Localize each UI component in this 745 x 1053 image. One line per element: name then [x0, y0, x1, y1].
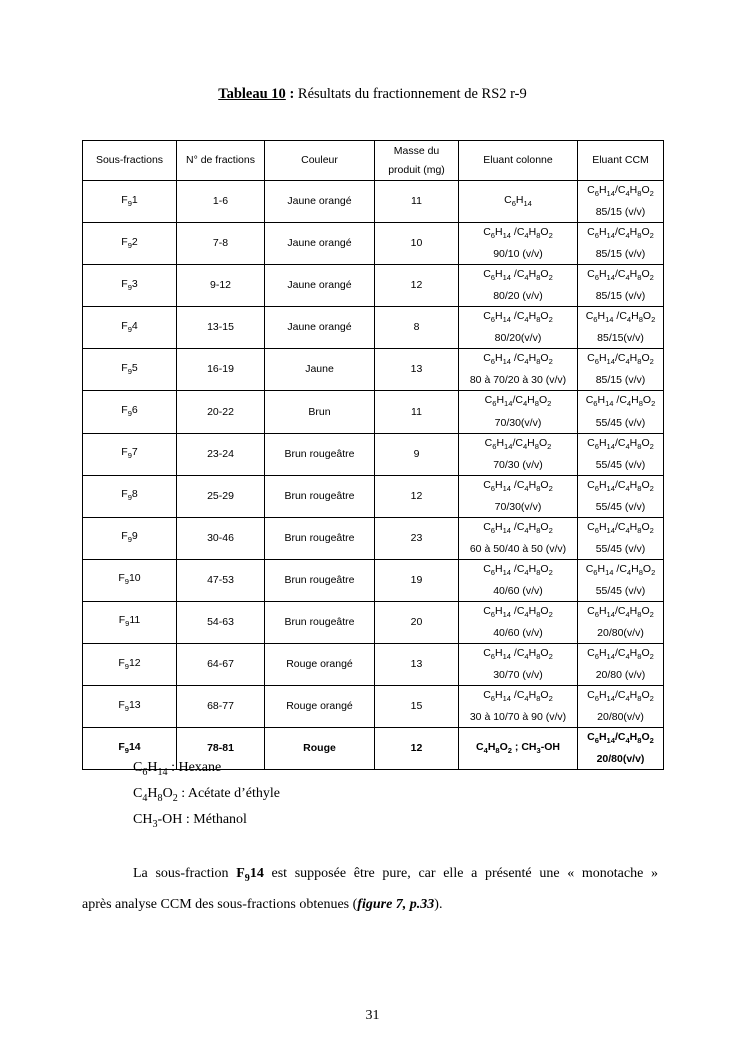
legend-text: : Acétate d’éthyle — [177, 786, 280, 801]
column-eluent-cell — [459, 517, 578, 559]
subfraction-cell: $F_910$ — [83, 559, 177, 601]
tlc-eluent-cell — [578, 181, 664, 223]
subfraction-cell: $F_911$ — [83, 601, 177, 643]
subfraction-cell: $F_97$ — [83, 433, 177, 475]
color-cell: Rouge — [265, 728, 375, 770]
eluent-line: $C_6H_{14}$ $/C_4H_8O_2$ — [483, 520, 553, 535]
conclusion-paragraph — [82, 861, 658, 918]
fraction-number-cell: 7-8 — [177, 223, 265, 265]
eluent-line: 30 à 10/70 à 90 (v/v) — [469, 711, 567, 724]
color-cell: Jaune orangé — [265, 223, 375, 265]
table-row — [83, 644, 664, 686]
tlc-eluent-cell — [578, 433, 664, 475]
column-header: Sous-fractions — [83, 141, 177, 181]
results-table — [82, 140, 664, 770]
eluent-line: 85/15 (v/v) — [595, 374, 646, 387]
subfraction-cell: $F_91$ — [83, 181, 177, 223]
eluent-line: $C_6H_{14}$ $/C_4H_8O_2$ — [483, 268, 553, 283]
eluent-line: $C_6H_{14}$ $/C_4H_8O_2$ — [585, 394, 656, 409]
color-cell: Jaune orangé — [265, 307, 375, 349]
column-eluent-cell — [459, 265, 578, 307]
subfraction-cell: $F_95$ — [83, 349, 177, 391]
column-eluent-cell — [459, 601, 578, 643]
table-row — [83, 307, 664, 349]
caption-text: Résultats du fractionnement de RS2 r-9 — [294, 86, 527, 102]
eluent-line: 70/30(v/v) — [494, 500, 542, 513]
eluent-line: 70/30 (v/v) — [493, 458, 543, 471]
subfraction-cell: $F_94$ — [83, 307, 177, 349]
eluent-line: $C_6H_{14}/C_4H_8O_2$ — [587, 520, 654, 535]
mass-cell: 12 — [375, 728, 459, 770]
tlc-eluent-cell — [578, 391, 664, 433]
eluent-line: 20/80(v/v) — [596, 753, 645, 766]
tlc-eluent-cell — [578, 517, 664, 559]
eluent-line: $C_6H_{14}/C_4H_8O_2$ — [587, 604, 654, 620]
subfraction-cell: $F_99$ — [83, 517, 177, 559]
tlc-eluent-cell — [578, 601, 664, 643]
color-cell: Rouge orangé — [265, 644, 375, 686]
eluent-line: 40/60 (v/v) — [493, 584, 543, 597]
eluent-line: 90/10 (v/v) — [493, 248, 543, 261]
subfraction-cell: $F_913$ — [83, 686, 177, 728]
legend-item — [133, 812, 247, 830]
fraction-number-cell: 16-19 — [177, 349, 265, 391]
color-cell: Jaune — [265, 349, 375, 391]
eluent-line: $C_6H_{14}$ — [504, 193, 532, 208]
caption-label: Tableau 10 — [218, 86, 286, 102]
table-row — [83, 223, 664, 265]
fraction-number-cell: 54-63 — [177, 601, 265, 643]
paragraph-text-3: après analyse CCM des sous-fractions obtenues ( — [82, 896, 358, 912]
table-row — [83, 391, 664, 433]
column-eluent-cell — [459, 349, 578, 391]
legend-formula: $C_6H_{14}$ — [133, 760, 168, 778]
table-row — [83, 559, 664, 601]
eluent-line: 20/80(v/v) — [597, 711, 644, 724]
eluent-line: 20/80 (v/v) — [595, 669, 646, 682]
table-row — [83, 181, 664, 223]
eluent-line: 55/45 (v/v) — [595, 584, 646, 597]
color-cell: Brun — [265, 391, 375, 433]
eluent-line: $C_6H_{14}$ $/C_4H_8O_2$ — [483, 689, 553, 704]
eluent-line: $C_4H_8O_2$ ; $CH_3-OH$ — [476, 740, 560, 755]
subfraction-name: $F_914$ — [236, 866, 264, 884]
eluent-line: 60 à 50/40 à 50 (v/v) — [469, 542, 567, 555]
fraction-number-cell: 78-81 — [177, 728, 265, 770]
eluent-line: $C_6H_{14}/C_4H_8O_2$ — [587, 436, 654, 451]
table-body — [83, 181, 664, 770]
eluent-line: 80/20(v/v) — [494, 332, 542, 345]
fraction-number-cell: 20-22 — [177, 391, 265, 433]
mass-cell: 8 — [375, 307, 459, 349]
column-eluent-cell — [459, 475, 578, 517]
mass-cell: 19 — [375, 559, 459, 601]
table-row — [83, 475, 664, 517]
eluent-line: 20/80(v/v) — [597, 627, 644, 640]
eluent-line: $C_6H_{14}/C_4H_8O_2$ — [587, 731, 654, 746]
eluent-line: $C_6H_{14}/C_4H_8O_2$ — [587, 352, 654, 367]
subfraction-cell: $F_912$ — [83, 644, 177, 686]
table-row — [83, 433, 664, 475]
mass-cell: 11 — [375, 181, 459, 223]
color-cell: Brun rougeâtre — [265, 433, 375, 475]
fraction-number-cell: 68-77 — [177, 686, 265, 728]
eluent-line: 55/45 (v/v) — [595, 500, 646, 513]
tlc-eluent-cell — [578, 559, 664, 601]
tlc-eluent-cell — [578, 475, 664, 517]
legend-text: : Hexane — [167, 760, 222, 775]
fraction-number-cell: 23-24 — [177, 433, 265, 475]
eluent-line: 55/45 (v/v) — [595, 458, 646, 471]
subfraction-cell: $F_92$ — [83, 223, 177, 265]
column-eluent-cell — [459, 223, 578, 265]
eluent-line: $C_6H_{14}/C_4H_8O_2$ — [587, 226, 654, 241]
mass-cell: 13 — [375, 644, 459, 686]
mass-cell: 10 — [375, 223, 459, 265]
table-row — [83, 601, 664, 643]
color-cell: Brun rougeâtre — [265, 559, 375, 601]
tlc-eluent-cell — [578, 686, 664, 728]
subfraction-cell: $F_914$ — [83, 728, 177, 770]
legend-formula: $CH_3-OH$ — [133, 812, 183, 830]
color-cell: Rouge orangé — [265, 686, 375, 728]
paragraph-text-4: ). — [434, 896, 443, 912]
mass-cell: 13 — [375, 349, 459, 391]
color-cell: Brun rougeâtre — [265, 517, 375, 559]
header-line: produit (mg) — [388, 163, 445, 176]
fraction-number-cell: 25-29 — [177, 475, 265, 517]
tlc-eluent-cell — [578, 223, 664, 265]
page-number: 31 — [365, 1008, 380, 1023]
column-header: Couleur — [265, 141, 375, 181]
eluent-line: 80 à 70/20 à 30 (v/v) — [469, 374, 567, 387]
eluent-line: $C_6H_{14}$ $/C_4H_8O_2$ — [483, 226, 553, 241]
tlc-eluent-cell — [578, 307, 664, 349]
mass-cell: 12 — [375, 475, 459, 517]
eluent-line: $C_6H_{14}$ $/C_4H_8O_2$ — [585, 562, 656, 577]
mass-cell: 20 — [375, 601, 459, 643]
column-eluent-cell — [459, 181, 578, 223]
color-cell: Brun rougeâtre — [265, 475, 375, 517]
color-cell: Brun rougeâtre — [265, 601, 375, 643]
column-eluent-cell — [459, 686, 578, 728]
eluent-line: 85/15 (v/v) — [595, 290, 646, 303]
table-caption — [0, 86, 745, 103]
eluent-line: $C_6H_{14}$ $/C_4H_8O_2$ — [483, 647, 553, 662]
figure-reference: figure 7, p.33 — [357, 896, 435, 912]
eluent-line: 55/45 (v/v) — [595, 542, 646, 555]
paragraph-line-1 — [88, 861, 658, 892]
eluent-line: $C_6H_{14}/C_4H_8O_2$ — [587, 689, 654, 704]
eluent-line: $C_6H_{14}$ $/C_4H_8O_2$ — [483, 478, 553, 493]
eluent-line: 85/15 (v/v) — [595, 206, 646, 219]
column-header: N° de fractions — [177, 141, 265, 181]
fraction-number-cell: 1-6 — [177, 181, 265, 223]
fraction-number-cell: 13-15 — [177, 307, 265, 349]
paragraph-text-1: La sous-fraction — [133, 866, 237, 881]
eluent-line: $C_6H_{14}$ $/C_4H_8O_2$ — [483, 604, 553, 620]
mass-cell: 12 — [375, 265, 459, 307]
fraction-number-cell: 30-46 — [177, 517, 265, 559]
fraction-number-cell: 64-67 — [177, 644, 265, 686]
column-eluent-cell — [459, 644, 578, 686]
eluent-line: 55/45 (v/v) — [595, 416, 646, 429]
tlc-eluent-cell — [578, 265, 664, 307]
tlc-eluent-cell — [578, 728, 664, 770]
legend-item — [133, 760, 221, 778]
column-header: Eluant CCM — [578, 141, 664, 181]
eluent-line: 40/60 (v/v) — [493, 627, 543, 640]
color-cell: Jaune orangé — [265, 181, 375, 223]
fraction-number-cell: 9-12 — [177, 265, 265, 307]
eluent-line: $C_6H_{14}$ $/C_4H_8O_2$ — [483, 562, 553, 577]
tlc-eluent-cell — [578, 644, 664, 686]
eluent-line: 80/20 (v/v) — [493, 290, 543, 303]
eluent-line: $C_6H_{14}$ $/C_4H_8O_2$ — [483, 352, 553, 367]
mass-cell: 23 — [375, 517, 459, 559]
column-header — [375, 141, 459, 181]
legend-formula: $C_4H_8O_2$ — [133, 786, 178, 804]
mass-cell: 15 — [375, 686, 459, 728]
eluent-line: 70/30(v/v) — [494, 416, 542, 429]
eluent-line: 85/15(v/v) — [597, 332, 644, 345]
mass-cell: 11 — [375, 391, 459, 433]
column-eluent-cell — [459, 391, 578, 433]
column-eluent-cell — [459, 307, 578, 349]
eluent-line: $C_6H_{14}/C_4H_8O_2$ — [484, 394, 552, 409]
eluent-line: $C_6H_{14}/C_4H_8O_2$ — [587, 184, 654, 199]
column-eluent-cell — [459, 559, 578, 601]
paragraph-text-2: est supposée être pure, car elle a présenté une « monotache » — [263, 866, 658, 881]
table-row — [83, 265, 664, 307]
column-eluent-cell — [459, 728, 578, 770]
paragraph-line-2 — [82, 897, 442, 912]
eluent-line: 30/70 (v/v) — [493, 669, 543, 682]
eluent-line: 85/15 (v/v) — [595, 248, 646, 261]
header-line: Masse du — [393, 144, 440, 157]
table-header-row — [83, 141, 664, 181]
subfraction-cell: $F_98$ — [83, 475, 177, 517]
eluent-line: $C_6H_{14}/C_4H_8O_2$ — [484, 436, 552, 451]
tlc-eluent-cell — [578, 349, 664, 391]
eluent-line: $C_6H_{14}/C_4H_8O_2$ — [587, 478, 654, 493]
eluent-line: $C_6H_{14}$ $/C_4H_8O_2$ — [585, 310, 656, 325]
subfraction-cell: $F_96$ — [83, 391, 177, 433]
color-cell: Jaune orangé — [265, 265, 375, 307]
eluent-line: $C_6H_{14}/C_4H_8O_2$ — [587, 268, 654, 283]
mass-cell: 9 — [375, 433, 459, 475]
legend-item — [133, 786, 280, 804]
legend-text: : Méthanol — [182, 812, 247, 827]
caption-separator: : — [285, 86, 295, 102]
table-row — [83, 517, 664, 559]
column-eluent-cell — [459, 433, 578, 475]
eluent-line: $C_6H_{14}/C_4H_8O_2$ — [587, 647, 654, 662]
fraction-number-cell: 47-53 — [177, 559, 265, 601]
table-row — [83, 686, 664, 728]
column-header: Eluant colonne — [459, 141, 578, 181]
table-row — [83, 349, 664, 391]
subfraction-cell: $F_93$ — [83, 265, 177, 307]
eluent-line: $C_6H_{14}$ $/C_4H_8O_2$ — [483, 310, 553, 325]
